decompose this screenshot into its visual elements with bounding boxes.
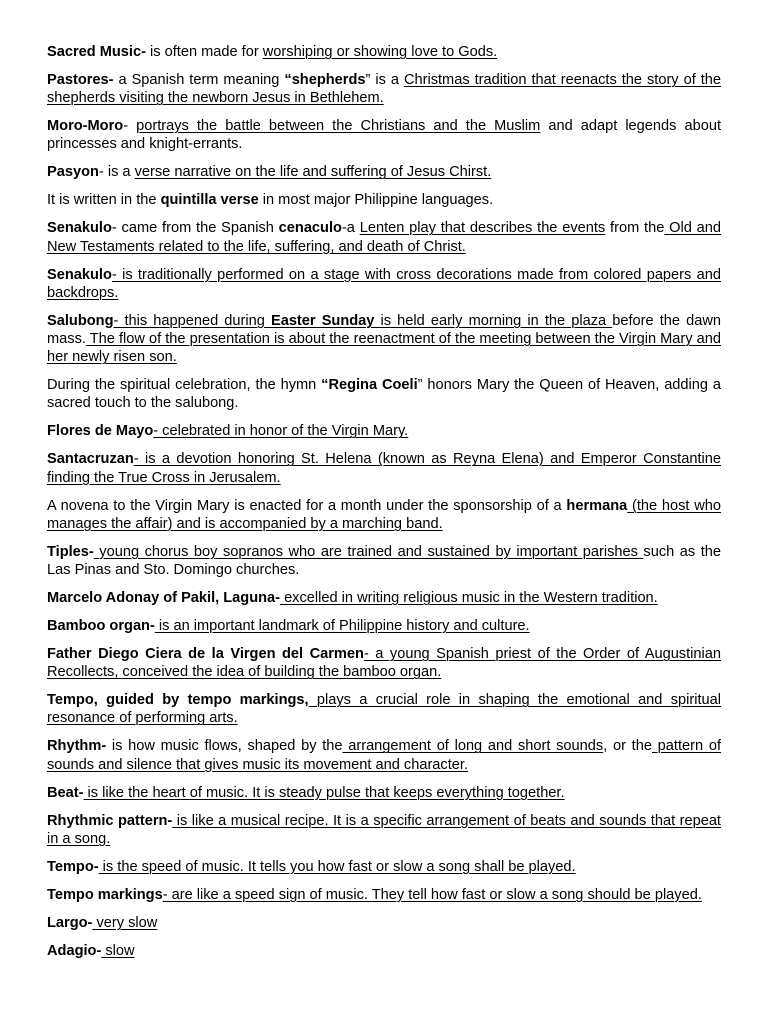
text-run: It is written in the xyxy=(47,192,161,209)
text-run: from the xyxy=(605,220,665,237)
text-run: , or the xyxy=(603,738,652,755)
text-run: During the spiritual celebration, the hymn xyxy=(47,377,322,394)
paragraph-flores-de-mayo xyxy=(47,422,721,440)
term-bold: “Regina Coeli xyxy=(321,377,418,394)
text-run: - is a xyxy=(98,164,135,181)
term-bold: “shepherds xyxy=(284,72,366,88)
underlined-definition: (the host who manages the affair) and is accompanied by a marching band. xyxy=(47,497,722,532)
term-bold: Tempo markings xyxy=(47,886,163,903)
underlined-definition: - are like a speed sign of music. They tell how fast or slow a song should be played. xyxy=(162,886,702,903)
underlined-definition: is an important landmark of Philippine history and culture. xyxy=(154,618,530,635)
text-run: before the dawn mass. xyxy=(47,312,721,348)
underlined-definition: arrangement of long and short sounds xyxy=(342,738,604,755)
paragraph-father-diego-ciera xyxy=(47,645,721,681)
underlined-definition: plays a crucial role in shaping the emotional and spiritual resonance of performing arts. xyxy=(47,692,722,727)
underlined-definition: is held early morning in the plaza xyxy=(374,312,613,329)
paragraph-tempo xyxy=(47,858,721,876)
underlined-definition: pattern of sounds and silence that gives music its movement and character. xyxy=(47,738,721,773)
text-run: a Spanish term meaning xyxy=(113,72,285,88)
paragraph-sacred-music xyxy=(47,43,721,61)
term-bold: Pastores- xyxy=(47,72,114,88)
underlined-definition: - celebrated in honor of the Virgin Mary. xyxy=(153,423,409,440)
paragraph-moro-moro xyxy=(47,117,721,153)
paragraph-salubong xyxy=(47,312,721,367)
paragraph-novena xyxy=(47,497,721,533)
underlined-definition: - a young Spanish priest of the Order of Augustinian Recollects, conceived the idea of building the bamboo organ. xyxy=(47,646,721,681)
underlined-definition: slow xyxy=(101,942,135,959)
term-bold: Father Diego Ciera de la Virgen del Carmen xyxy=(47,646,364,663)
underlined-definition: young chorus boy sopranos who are trained and sustained by important parishes xyxy=(93,543,644,560)
text-run: ” is a xyxy=(365,72,404,88)
underlined-definition: verse narrative on the life and suffering of Jesus Chirst. xyxy=(134,164,492,181)
text-run: ” honors Mary the Queen of Heaven, adding a sacred touch to the salubong. xyxy=(47,377,721,412)
paragraph-tiples xyxy=(47,543,721,579)
term-bold: Tiples- xyxy=(47,543,94,560)
term-bold: Salubong xyxy=(47,312,114,329)
text-run: is how music flows, shaped by the xyxy=(106,738,343,755)
paragraph-santacruzan xyxy=(47,450,721,486)
paragraph-regina-coeli xyxy=(47,376,721,412)
text-run: -a xyxy=(341,220,360,237)
paragraph-senakulo-1 xyxy=(47,219,721,255)
text-run: in most major Philippine languages. xyxy=(258,192,494,209)
underlined-definition: portrays the battle between the Christians and the Muslim xyxy=(136,118,541,135)
paragraph-tempo-markings xyxy=(47,886,721,904)
text-run: A novena to the Virgin Mary is enacted for a month under the sponsorship of a xyxy=(47,497,567,514)
paragraph-adagio xyxy=(47,942,721,960)
term-underlined: Easter Sunday xyxy=(270,312,375,329)
term-bold: Largo- xyxy=(47,914,93,931)
underlined-definition: worshiping or showing love to Gods. xyxy=(262,44,498,60)
document-page xyxy=(47,43,721,970)
paragraph-tempo-markings-role xyxy=(47,691,721,727)
underlined-definition: Lenten play that describes the events xyxy=(359,220,606,237)
term-bold: Beat- xyxy=(47,784,84,801)
paragraph-beat xyxy=(47,784,721,802)
term-bold: Tempo, guided by tempo markings, xyxy=(47,692,309,709)
term-bold: Pasyon xyxy=(47,164,99,181)
term-bold: Rhythm- xyxy=(47,738,107,755)
paragraph-senakulo-2 xyxy=(47,266,721,302)
paragraph-bamboo-organ xyxy=(47,617,721,635)
underlined-definition: is the speed of music. It tells you how fast or slow a song shall be played. xyxy=(98,858,576,875)
paragraph-marcelo-adonay xyxy=(47,589,721,607)
underlined-definition: reenactment of the meeting between the Virgin Mary and her newly risen son. xyxy=(47,331,722,366)
underlined-definition: - is a devotion honoring St. Helena (known as Reyna Elena) and Emperor Constantine finding the True Cross in Jerusalem. xyxy=(47,451,721,486)
term-bold: Marcelo Adonay of Pakil, Laguna- xyxy=(47,590,281,607)
underlined-definition: very slow xyxy=(92,914,158,931)
term-bold: Tempo- xyxy=(47,858,99,875)
underlined-definition: - this happened during xyxy=(113,312,271,329)
underlined-definition: Christmas tradition that reenacts the story of the shepherds visiting the newborn Jesus in Bethlehem. xyxy=(47,72,722,107)
term-bold: Adagio- xyxy=(47,942,102,959)
term-bold: quintilla verse xyxy=(160,192,259,209)
term-bold: cenaculo xyxy=(278,220,342,237)
term-bold: hermana xyxy=(566,497,628,514)
term-bold: Senakulo xyxy=(47,220,112,237)
paragraph-largo xyxy=(47,914,721,932)
text-run: - came from the Spanish xyxy=(111,220,279,237)
term-bold: Rhythmic pattern- xyxy=(47,812,173,829)
text-run: and adapt legends about princesses and knight-errants. xyxy=(47,118,721,153)
term-bold: Moro-Moro xyxy=(47,118,124,135)
paragraph-pasyon xyxy=(47,163,721,181)
underlined-definition: is like the heart of music. It is steady pulse that keeps everything together. xyxy=(83,784,565,801)
underlined-definition: excelled in writing religious music in the Western tradition. xyxy=(280,590,658,607)
paragraph-rhythm xyxy=(47,737,721,773)
term-bold: Senakulo xyxy=(47,266,112,283)
paragraph-pastores xyxy=(47,71,721,107)
underlined-definition: The flow of the presentation is about the xyxy=(85,331,350,348)
paragraph-quintilla-verse xyxy=(47,191,721,209)
text-run: - xyxy=(123,118,137,135)
text-run: such as the Las Pinas and Sto. Domingo churches. xyxy=(47,543,721,579)
term-bold: Sacred Music- xyxy=(47,44,146,60)
underlined-definition: is like a musical recipe. It is a specific arrangement of beats and sounds that repeat in a song. xyxy=(47,812,721,847)
term-bold: Flores de Mayo xyxy=(47,423,154,440)
text-run: is often made for xyxy=(145,44,263,60)
term-bold: Bamboo organ- xyxy=(47,618,155,635)
underlined-definition: - is traditionally performed on a stage with cross decorations made from colored papers and backdrops. xyxy=(47,266,721,301)
underlined-definition: Old and New Testaments related to the life, suffering, and death of Christ. xyxy=(47,220,721,255)
paragraph-rhythmic-pattern xyxy=(47,812,721,848)
term-bold: Santacruzan xyxy=(47,451,134,468)
